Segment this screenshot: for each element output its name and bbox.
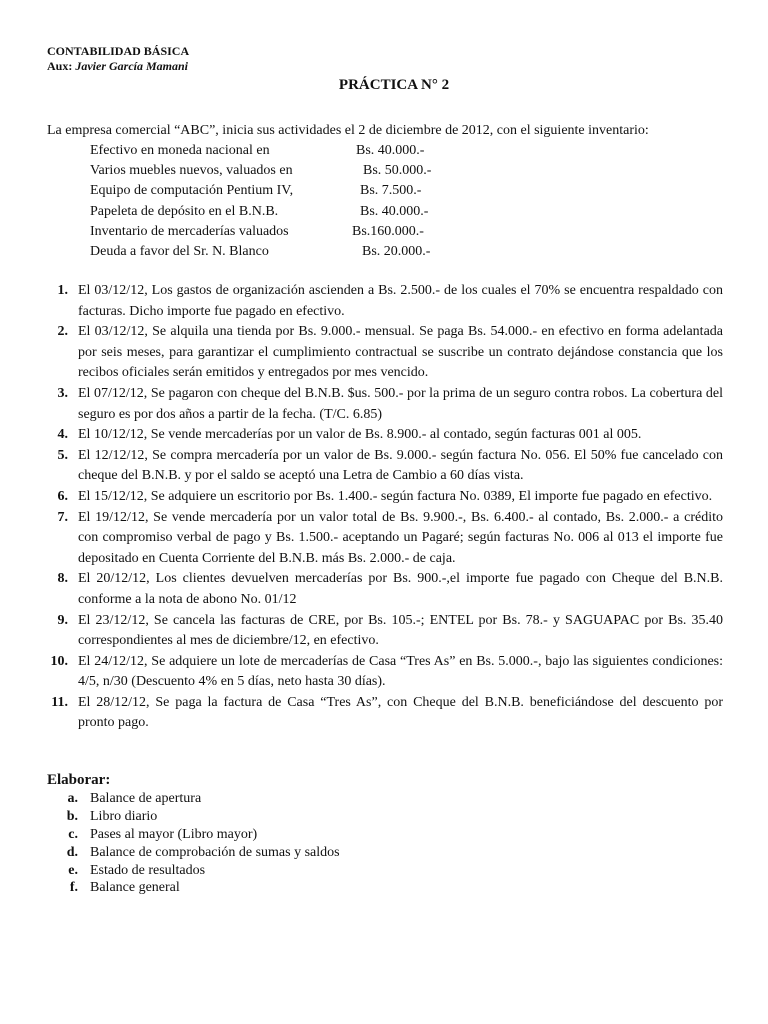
transaction-item	[40, 693, 723, 734]
transaction-text: El 15/12/12, Se adquiere un escritorio por Bs. 1.400.- según factura No. 0389, El importe fue pagado en efectivo.	[78, 488, 713, 504]
inventory-amount: Bs. 40.000.-	[360, 203, 429, 219]
inventory-label: Deuda a favor del Sr. N. Blanco	[90, 243, 269, 259]
transaction-item	[40, 384, 723, 425]
task-letter: e.	[68, 862, 78, 878]
inventory-label: Equipo de computación Pentium IV,	[90, 183, 294, 199]
inventory-label: Papeleta de depósito en el B.N.B.	[90, 203, 279, 219]
task-letter: a.	[67, 791, 78, 806]
task-letter: b.	[66, 808, 78, 824]
transaction-number: 9.	[57, 612, 68, 628]
course-name: CONTABILIDAD BÁSICA	[47, 44, 190, 58]
inventory-label: Varios muebles nuevos, valuados en	[90, 163, 293, 179]
transaction-item	[40, 446, 723, 487]
transaction-number: 6.	[57, 488, 68, 504]
transaction-item	[40, 508, 723, 570]
inventory-amount: Bs. 50.000.-	[363, 163, 432, 179]
aux-label: Aux:	[47, 59, 73, 73]
transaction-text: El 03/12/12, Se alquila una tienda por Bs. 9.000.- mensual. Se paga Bs. 54.000.- en efectivo en forma adelantada por seis meses, para garantizar el cumplimiento contractual se suscribe un contrato dejándose constancia que los recibos oficiales serán emitidos y entregados por mes vencido.	[78, 324, 723, 381]
task-letter: c.	[68, 826, 78, 842]
inventory-row	[90, 202, 510, 222]
transaction-list	[40, 281, 723, 734]
inventory-amount: Bs. 40.000.-	[356, 143, 425, 158]
task-item	[58, 826, 340, 844]
task-text: Balance de comprobación de sumas y saldos	[90, 844, 340, 860]
transaction-text: El 10/12/12, Se vende mercaderías por un valor de Bs. 8.900.- al contado, según facturas 001 al 005.	[78, 427, 642, 443]
transaction-text: El 20/12/12, Los clientes devuelven mercaderías por Bs. 900.-,el importe fue pagado con Cheque del B.N.B. conforme a la nota de abono No. 01/12	[78, 571, 723, 607]
transaction-text: El 23/12/12, Se cancela las facturas de CRE, por Bs. 105.-; ENTEL por Bs. 78.- y SAGUAPAC por Bs. 35.40 correspondientes al mes de diciembre/12, en efectivo.	[78, 612, 723, 649]
inventory-row	[90, 181, 510, 201]
inventory-label: Efectivo en moneda nacional en	[90, 143, 270, 158]
task-item	[58, 808, 340, 826]
task-item	[58, 790, 340, 808]
transaction-number: 7.	[57, 509, 68, 525]
transaction-number: 8.	[57, 571, 68, 587]
transaction-text: El 03/12/12, Los gastos de organización ascienden a Bs. 2.500.- de los cuales el 70% se encuentra respaldado con facturas. Dicho importe fue pagado en efectivo.	[78, 283, 723, 319]
transaction-item	[40, 652, 723, 693]
task-item	[58, 862, 340, 880]
transaction-number: 5.	[57, 447, 68, 463]
task-letter: f.	[69, 880, 78, 896]
inventory-amount: Bs. 7.500.-	[360, 183, 422, 199]
task-text: Balance general	[90, 880, 180, 896]
transaction-item	[40, 322, 723, 384]
task-text: Libro diario	[90, 808, 158, 824]
task-text: Pases al mayor (Libro mayor)	[90, 826, 258, 842]
inventory-row	[90, 141, 510, 161]
transaction-text: El 28/12/12, Se paga la factura de Casa “Tres As”, con Cheque del B.N.B. beneficiándose del descuento por pronto pago.	[78, 694, 723, 731]
transaction-item	[40, 611, 723, 652]
aux-line	[47, 59, 189, 74]
transaction-number: 2.	[57, 324, 68, 340]
inventory-row	[90, 222, 510, 242]
inventory-amount: Bs.160.000.-	[352, 223, 424, 239]
task-letter: d.	[66, 844, 78, 860]
transaction-item	[40, 425, 723, 446]
transaction-number: 1.	[57, 283, 68, 298]
transaction-text: El 24/12/12, Se adquiere un lote de mercaderías de Casa “Tres As” en Bs. 5.000.-, bajo las siguientes condiciones: 4/5, n/30 (Descuento 4% en 5 días, neto hasta 30 días).	[78, 653, 723, 690]
page-title: PRÁCTICA N° 2	[338, 77, 450, 93]
task-item	[58, 844, 340, 862]
inventory-amount: Bs. 20.000.-	[362, 243, 431, 259]
aux-name: Javier García Mamani	[75, 59, 189, 73]
inventory-list	[90, 141, 510, 262]
transaction-text: El 12/12/12, Se compra mercadería por un valor de Bs. 9.000.- según factura No. 056. El 50% fue cancelado con cheque del B.N.B. y por el saldo se aceptó una Letra de Cambio a 60 días vista.	[78, 447, 723, 484]
transaction-item	[40, 281, 723, 322]
task-text: Estado de resultados	[90, 862, 206, 878]
inventory-row	[90, 242, 510, 262]
task-item	[58, 879, 340, 897]
transaction-number: 11.	[51, 694, 68, 710]
transaction-text: El 19/12/12, Se vende mercadería por un valor total de Bs. 9.900.-, Bs. 6.400.- al contado, Bs. 2.000.- a crédito con compromiso verbal de pago y Bs. 1.500.- aceptando un Pagaré; según facturas No. 006 al 013 el importe fue depositado en Cuenta Corriente del B.N.B. más Bs. 2.000.- de caja.	[78, 509, 723, 566]
transaction-number: 3.	[57, 385, 68, 401]
transaction-number: 10.	[50, 653, 68, 669]
elaborar-heading: Elaborar:	[47, 772, 111, 788]
inventory-label: Inventario de mercaderías valuados	[90, 223, 289, 239]
transaction-text: El 07/12/12, Se pagaron con cheque del B.N.B. $us. 500.- por la prima de un seguro contra robos. La cobertura del seguro es por dos años a partir de la fecha. (T/C. 6.85)	[78, 385, 723, 422]
document-header	[47, 44, 189, 74]
inventory-row	[90, 161, 510, 181]
task-list	[58, 790, 340, 897]
intro-paragraph: La empresa comercial “ABC”, inicia sus actividades el 2 de diciembre de 2012, con el siguiente inventario:	[47, 123, 649, 138]
task-text: Balance de apertura	[90, 791, 202, 806]
transaction-number: 4.	[57, 427, 68, 443]
transaction-item	[40, 487, 723, 508]
transaction-item	[40, 569, 723, 610]
